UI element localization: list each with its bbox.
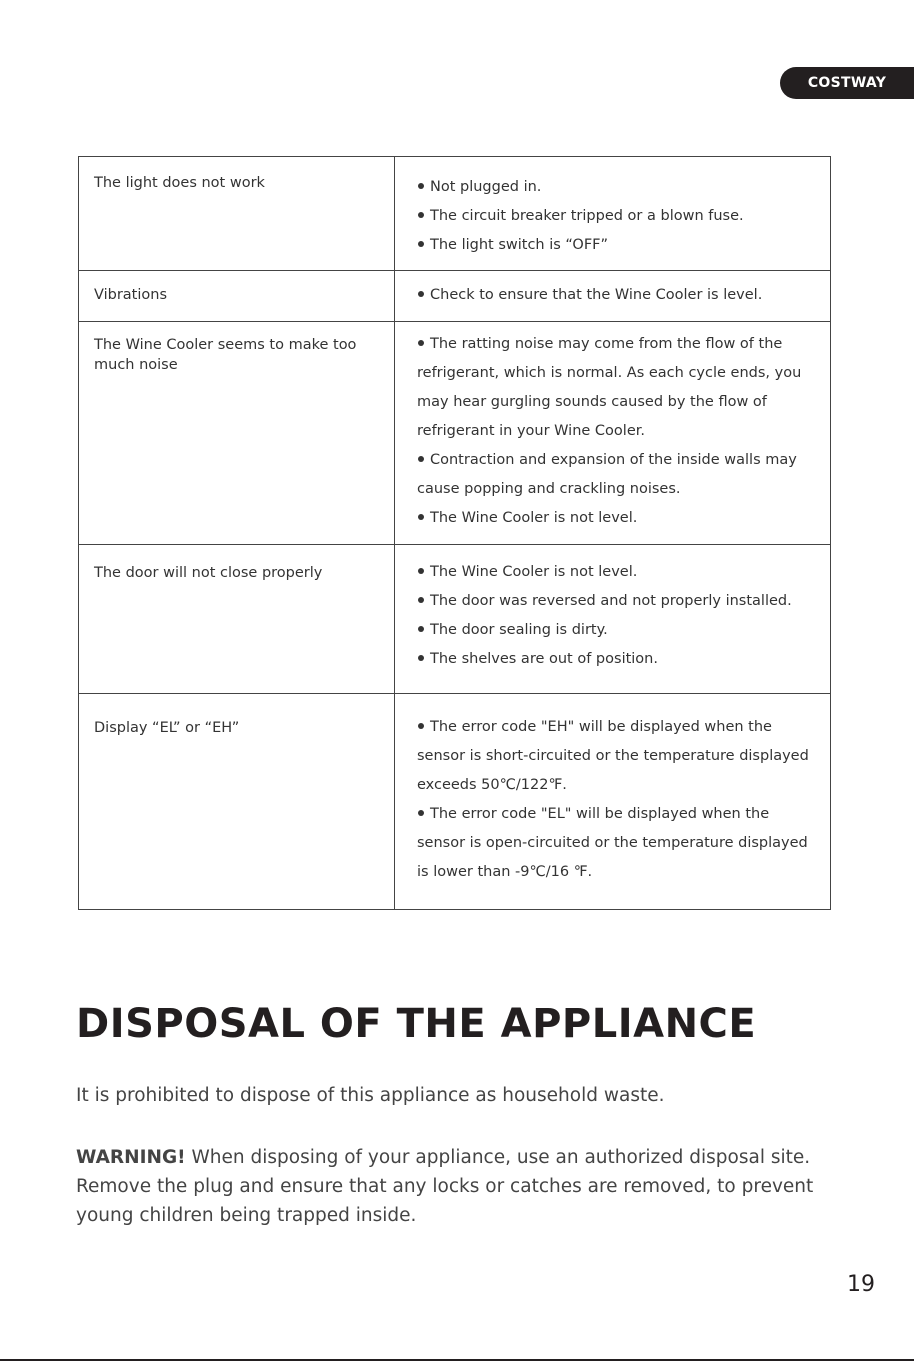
bullet-icon — [418, 568, 424, 574]
table-row — [79, 694, 831, 910]
cause-item: The Wine Cooler is not level. — [417, 504, 820, 533]
page-number: 19 — [847, 1272, 875, 1297]
bullet-icon — [418, 655, 424, 661]
warning-label: WARNING! — [76, 1147, 186, 1168]
table-row — [79, 545, 831, 694]
prohibited-text: It is prohibited to dispose of this appliance as household waste. — [76, 1085, 665, 1106]
table-row — [79, 157, 831, 271]
section-heading: DISPOSAL OF THE APPLIANCE — [76, 1001, 757, 1047]
table-row — [79, 322, 831, 545]
bullet-icon — [418, 241, 424, 247]
causes-cell — [395, 271, 831, 322]
problem-cell: Vibrations — [79, 271, 395, 322]
table-row — [79, 271, 831, 322]
causes-cell — [395, 157, 831, 271]
bullet-icon — [418, 723, 424, 729]
bullet-icon — [418, 456, 424, 462]
causes-cell — [395, 694, 831, 910]
warning-paragraph — [76, 1143, 836, 1230]
causes-cell — [395, 545, 831, 694]
bottom-divider — [0, 1359, 914, 1361]
bullet-icon — [418, 183, 424, 189]
cause-item: The shelves are out of position. — [417, 645, 820, 674]
cause-item: Check to ensure that the Wine Cooler is level. — [417, 281, 820, 310]
bullet-icon — [418, 810, 424, 816]
bullet-icon — [418, 340, 424, 346]
cause-item: Not plugged in. — [417, 173, 820, 202]
cause-item: The circuit breaker tripped or a blown fuse. — [417, 202, 820, 231]
bullet-icon — [418, 212, 424, 218]
problem-cell: The door will not close properly — [79, 545, 395, 694]
cause-item: The error code "EH" will be displayed when the sensor is short-circuited or the temperature displayed exceeds 50℃/122℉. — [417, 719, 809, 793]
cause-item: The Wine Cooler is not level. — [417, 558, 820, 587]
brand-logo: COSTWAY — [780, 67, 914, 99]
problem-cell: Display “EL” or “EH” — [79, 694, 395, 910]
bullet-icon — [418, 597, 424, 603]
bullet-icon — [418, 514, 424, 520]
cause-item: The error code "EL" will be displayed when the sensor is open-circuited or the temperature displayed is lower than -9℃/16 ℉. — [417, 806, 808, 880]
problem-cell: The light does not work — [79, 157, 395, 271]
cause-item: The light switch is “OFF” — [417, 231, 820, 260]
bullet-icon — [418, 626, 424, 632]
causes-cell — [395, 322, 831, 545]
warning-text: When disposing of your appliance, use an authorized disposal site. Remove the plug and ensure that any locks or catches are removed, to prevent young children being trapped inside. — [76, 1147, 814, 1226]
troubleshooting-table — [78, 156, 831, 910]
cause-item: Contraction and expansion of the inside walls may cause popping and crackling noises. — [417, 452, 797, 497]
cause-item: The door was reversed and not properly installed. — [417, 587, 820, 616]
cause-item: The ratting noise may come from the flow of the refrigerant, which is normal. As each cycle ends, you may hear gurgling sounds caused by the flow of refrigerant in your Wine Cooler. — [417, 336, 802, 439]
cause-item: The door sealing is dirty. — [417, 616, 820, 645]
bullet-icon — [418, 291, 424, 297]
problem-cell: The Wine Cooler seems to make too much noise — [79, 322, 395, 545]
